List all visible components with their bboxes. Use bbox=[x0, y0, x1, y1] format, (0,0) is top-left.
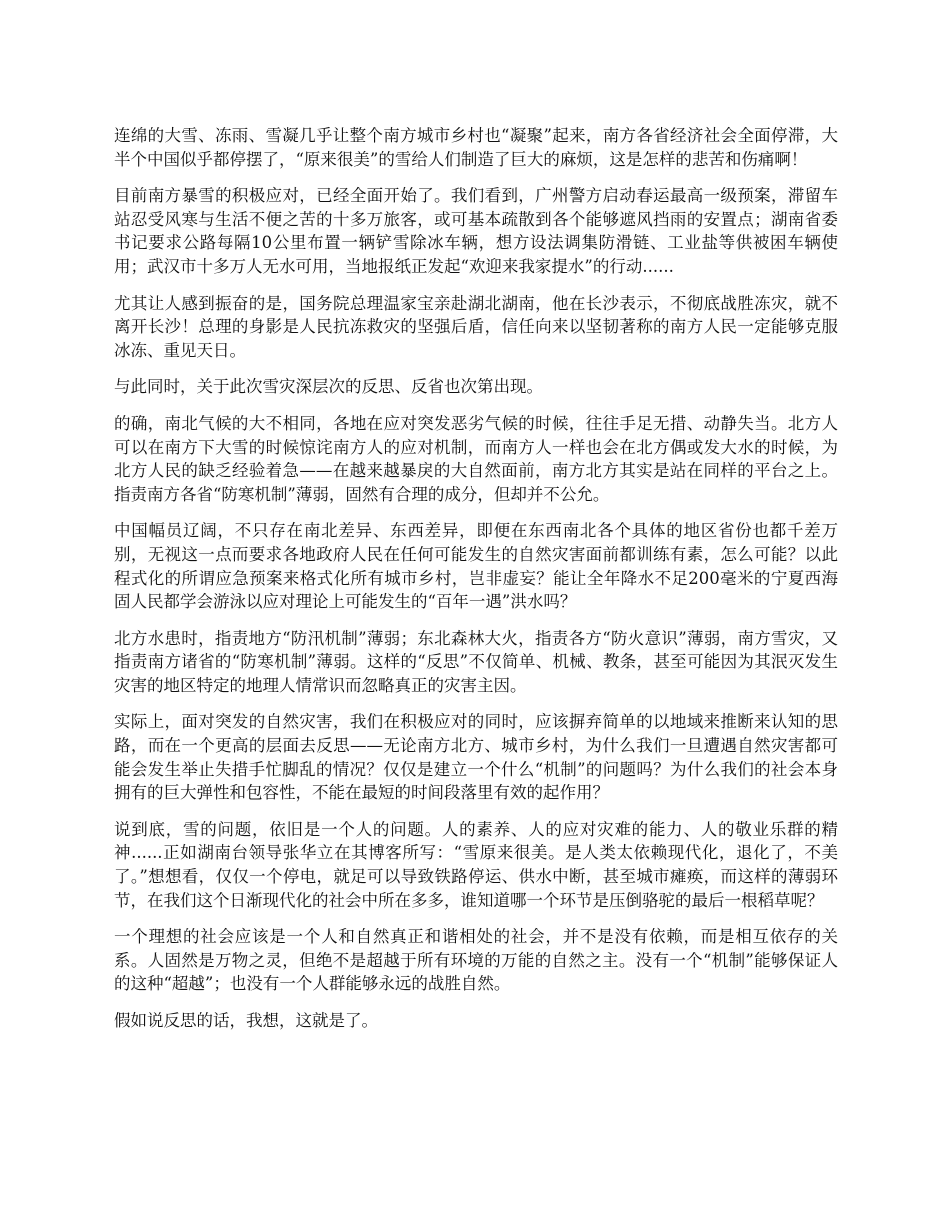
document-body bbox=[114, 124, 838, 1046]
paragraph-6: 中国幅员辽阔，不只存在南北差异、东西差异，即便在东西南北各个具体的地区省份也都千差万别，无视这一点而要求各地政府人民在任何可能发生的自然灾害面前都训练有素，怎么可能？以此程式化的所谓应急预案来格式化所有城市乡村，岂非虚妄？能让全年降水不足200毫米的宁夏西海固人民都学会游泳以应对理论上可能发生的“百年一遇”洪水吗？ bbox=[114, 521, 838, 612]
paragraph-2: 目前南方暴雪的积极应对，已经全面开始了。我们看到，广州警方启动春运最高一级预案，滞留车站忍受风寒与生活不便之苦的十多万旅客，或可基本疏散到各个能够遮风挡雨的安置点；湖南省委书记要求公路每隔10公里布置一辆铲雪除冰车辆，想方设法调集防滑链、工业盐等供被困车辆使用；武汉市十多万人无水可用，当地报纸正发起“欢迎来我家提水”的行动...... bbox=[114, 186, 838, 276]
paragraph-5: 的确，南北气候的大不相同，各地在应对突发恶劣气候的时候，往往手足无措、动静失当。北方人可以在南方下大雪的时候惊诧南方人的应对机制，而南方人一样也会在北方偶或发大水的时候，为北方人民的缺乏经验着急——在越来越暴戾的大自然面前，南方北方其实是站在同样的平台之上。指责南方各省“防寒机制”薄弱，固然有合理的成分，但却并不公允。 bbox=[114, 413, 838, 504]
paragraph-1: 连绵的大雪、冻雨、雪凝几乎让整个南方城市乡村也“凝聚”起来，南方各省经济社会全面停滞，大半个中国似乎都停摆了，“原来很美”的雪给人们制造了巨大的麻烦，这是怎样的悲苦和伤痛啊！ bbox=[114, 126, 838, 169]
paragraph-7: 北方水患时，指责地方“防汛机制”薄弱；东北森林大火，指责各方“防火意识”薄弱，南方雪灾，又指责南方诸省的“防寒机制”薄弱。这样的“反思”不仅简单、机械、教条，甚至可能因为其泯灭发生灾害的地区特定的地理人情常识而忽略真正的灾害主因。 bbox=[114, 628, 838, 695]
paragraph-10: 一个理想的社会应该是一个人和自然真正和谐相处的社会，并不是没有依赖，而是相互依存的关系。人固然是万物之灵，但绝不是超越于所有环境的万能的自然之主。没有一个“机制”能够保证人的这种“超越”；也没有一个人群能够永远的战胜自然。 bbox=[114, 927, 838, 994]
paragraph-11: 假如说反思的话，我想，这就是了。 bbox=[114, 1011, 378, 1030]
paragraph-3: 尤其让人感到振奋的是，国务院总理温家宝亲赴湖北湖南，他在长沙表示，不彻底战胜冻灾，就不离开长沙！总理的身影是人民抗冻救灾的坚强后盾，信任向来以坚韧著称的南方人民一定能够克服冰冻、重见天日。 bbox=[114, 293, 838, 360]
paragraph-8: 实际上，面对突发的自然灾害，我们在积极应对的同时，应该摒弃简单的以地域来推断来认知的思路，而在一个更高的层面去反思——无论南方北方、城市乡村，为什么我们一旦遭遇自然灾害都可能会发生举止失措手忙脚乱的情况？仅仅是建立一个什么“机制”的问题吗？为什么我们的社会本身拥有的巨大弹性和包容性，不能在最短的时间段落里有效的起作用？ bbox=[114, 712, 838, 803]
paragraph-9: 说到底，雪的问题，依旧是一个人的问题。人的素养、人的应对灾难的能力、人的敬业乐群的精神......正如湖南台领导张华立在其博客所写：“雪原来很美。是人类太依赖现代化，退化了，不美了。”想想看，仅仅一个停电，就足可以导致铁路停运、供水中断，甚至城市瘫痪，而这样的薄弱环节，在我们这个日渐现代化的社会中所在多多，谁知道哪一个环节是压倒骆驼的最后一根稻草呢？ bbox=[114, 819, 838, 910]
paragraph-4: 与此同时，关于此次雪灾深层次的反思、反省也次第出现。 bbox=[114, 377, 543, 397]
